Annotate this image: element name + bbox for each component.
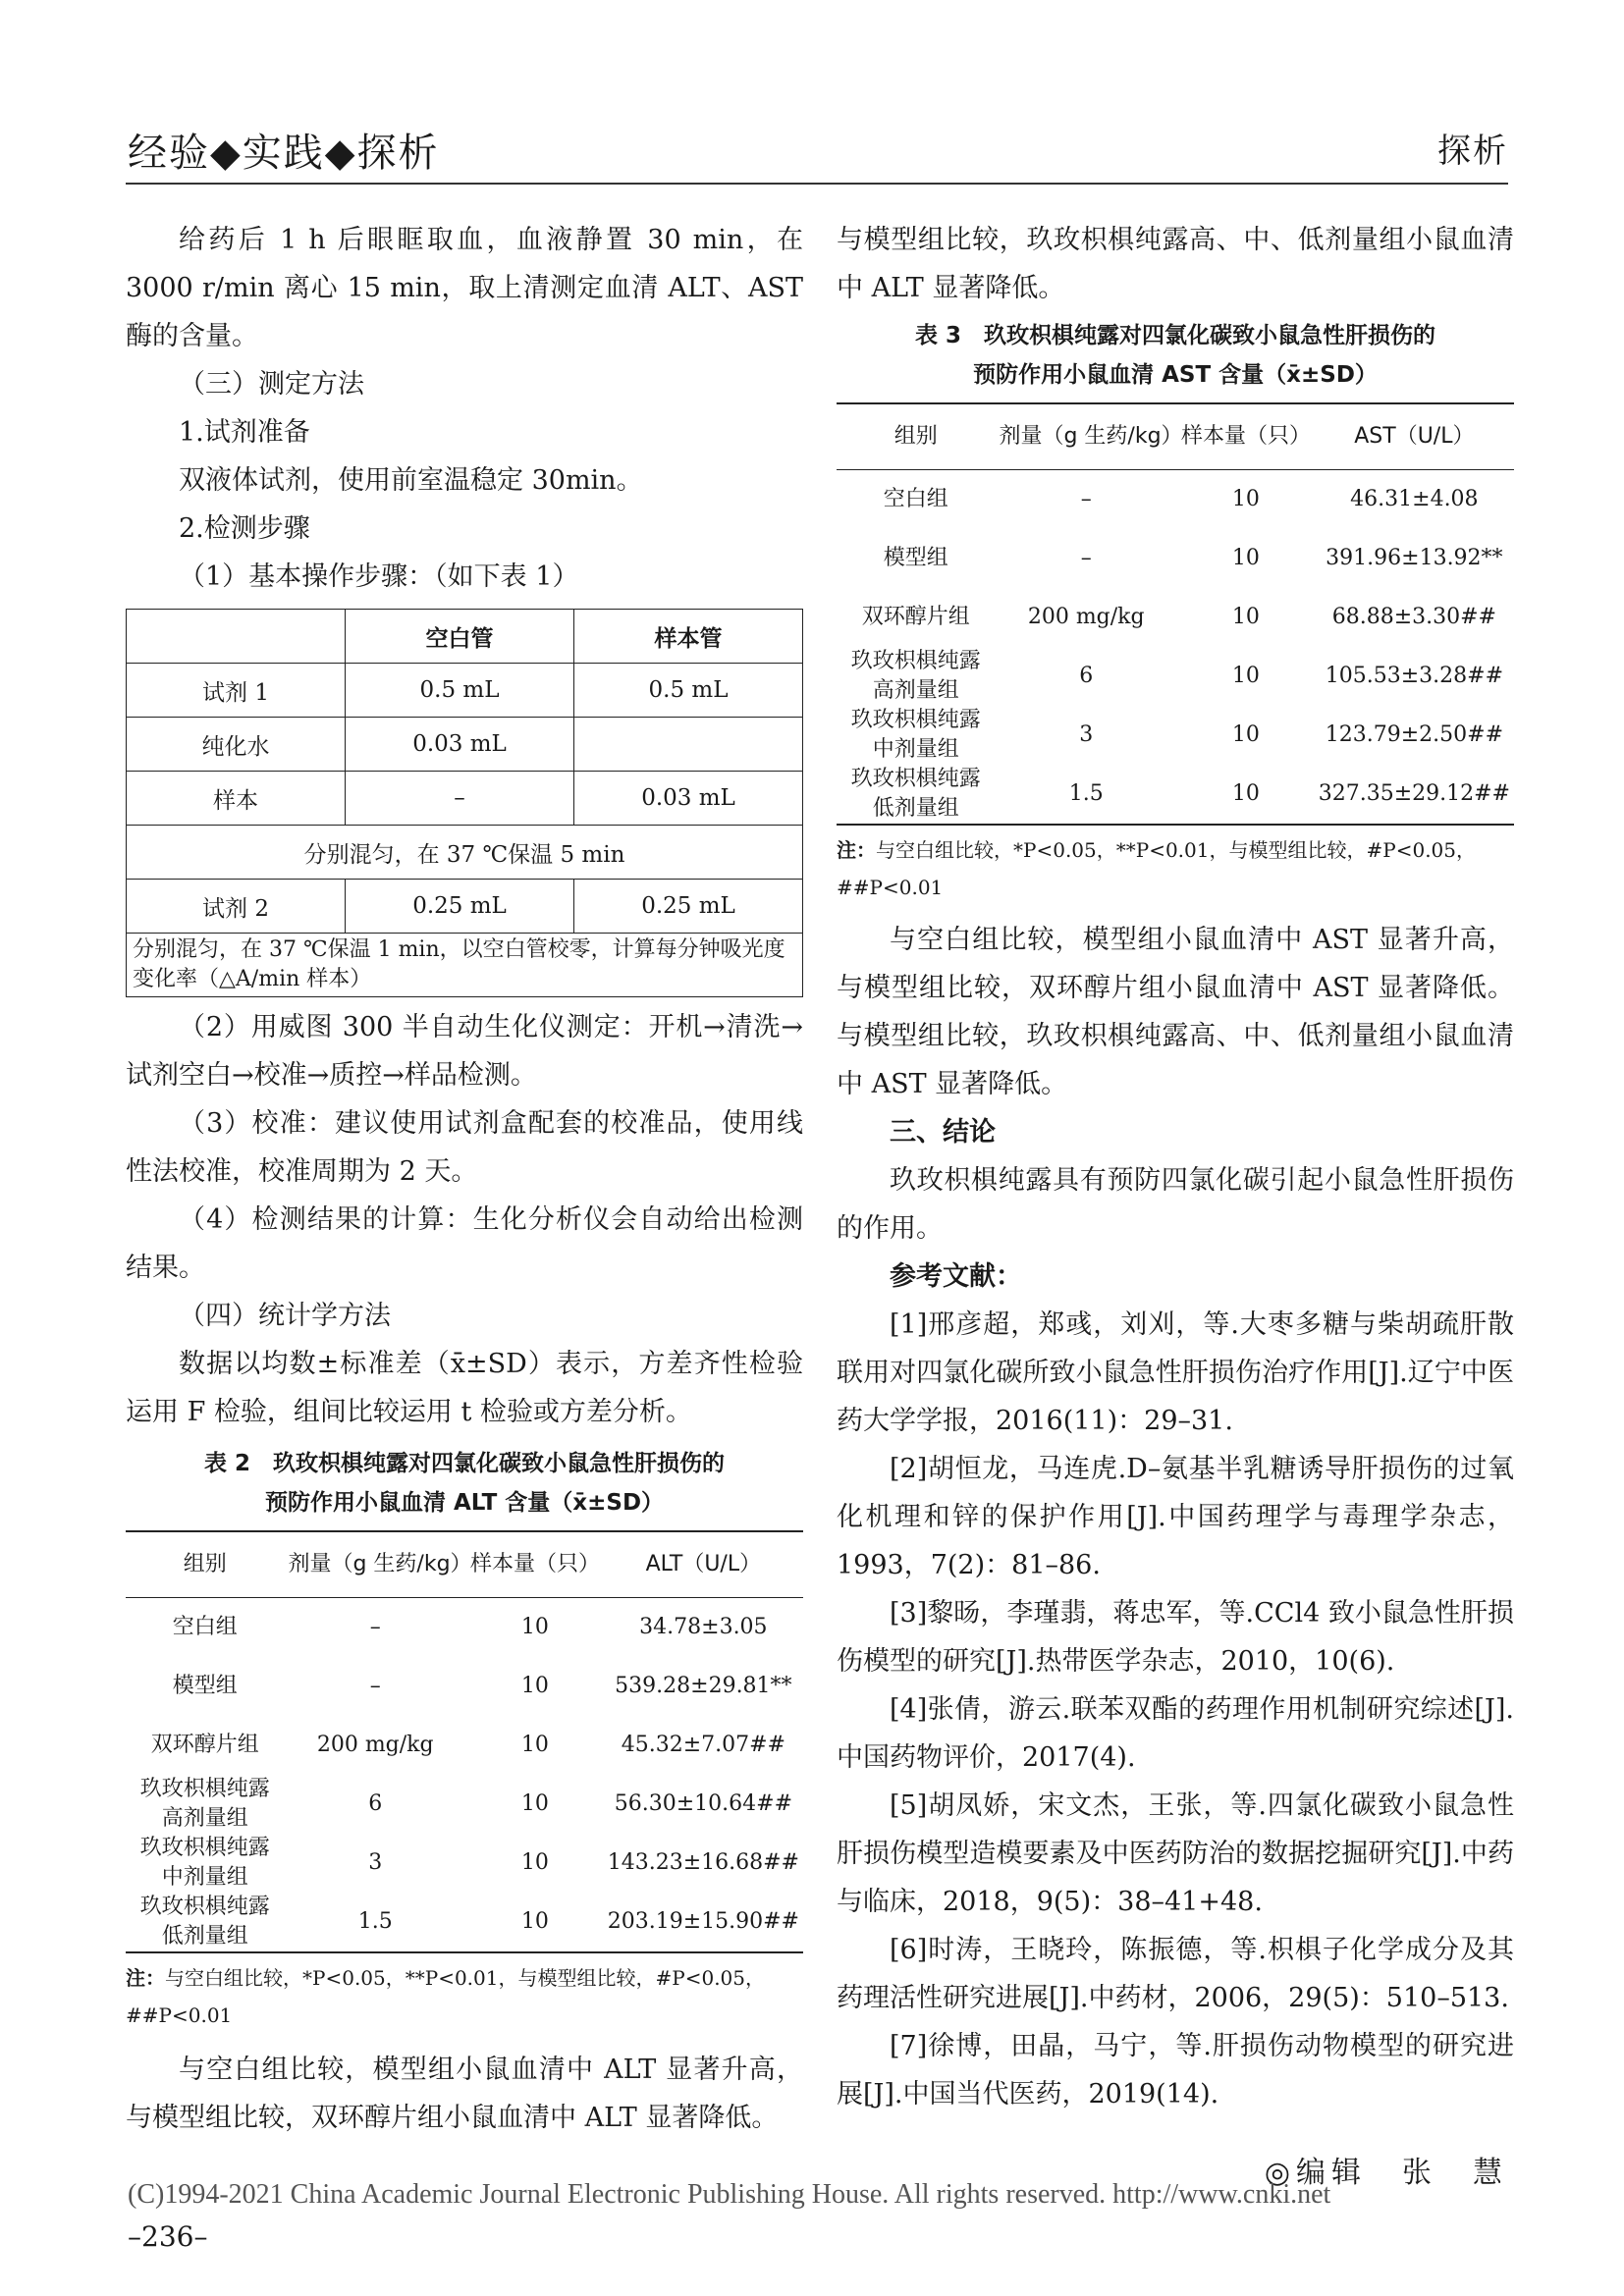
note-label: 注：	[126, 1966, 165, 1990]
table-body	[126, 1598, 803, 1953]
section-heading-statistics: （四）统计学方法	[179, 1301, 391, 1331]
table2-caption-line2: 预防作用小鼠血清 ALT 含量（x̄±SD）	[264, 1490, 665, 1516]
table-header: 组别	[837, 403, 995, 470]
table-header-row	[126, 1531, 803, 1598]
table-cell: –	[1080, 487, 1092, 511]
table-cell: 10	[520, 1674, 549, 1698]
table-cell: 1.5	[284, 1893, 466, 1952]
table-cell: 0.03 mL	[573, 772, 802, 826]
table-cell: 0.5 mL	[346, 664, 574, 718]
table-cell: 10	[1231, 546, 1260, 570]
table-row	[127, 718, 803, 772]
table-cell: 34.78±3.05	[639, 1615, 768, 1639]
table-row	[126, 1716, 803, 1775]
table-header-row	[837, 403, 1514, 470]
table-cell: –	[1080, 546, 1092, 570]
table-header: 样本管	[573, 610, 802, 664]
table3-caption-line1: 表 3 玖玫枳椇纯露对四氯化碳致小鼠急性肝损伤的	[914, 323, 1435, 348]
table-row	[127, 664, 803, 718]
copyright-watermark: (C)1994-2021 China Academic Journal Electronic Publishing House. All rights reserved. http://www.cnki.net	[128, 2179, 1331, 2210]
alt-results-table	[126, 1530, 803, 1953]
table-header: AST（U/L）	[1315, 403, 1514, 470]
table-cell: 玖玫枳椇纯露 低剂量组	[126, 1893, 284, 1952]
table-cell: 玖玫枳椇纯露 高剂量组	[850, 649, 981, 703]
reference-item: [6]时涛，王晓玲，陈振德，等.枳椇子化学成分及其药理活性研究进展[J].中药材，2006，29(5)：510–513.	[837, 1935, 1514, 2013]
table-cell: 10	[1231, 664, 1260, 688]
table-cell: 样本	[127, 772, 346, 826]
table-cell: 10	[520, 1850, 549, 1875]
ast-results-table	[837, 402, 1514, 826]
table-cell: 试剂 2	[127, 880, 346, 934]
paragraph-step-1: （1）基本操作步骤：（如下表 1）	[179, 561, 579, 592]
table-cell: 0.5 mL	[573, 664, 802, 718]
page-number: –236–	[128, 2220, 208, 2253]
section-label: 探析	[1437, 132, 1508, 171]
table-row	[837, 647, 1514, 706]
table-cell	[573, 718, 802, 772]
paragraph-step-2: （2）用威图 300 半自动生化仪测定：开机→清洗→试剂空白→校准→质控→样品检测。	[126, 1012, 803, 1091]
table-row	[837, 706, 1514, 765]
table-cell: 46.31±4.08	[1350, 487, 1479, 511]
paragraph-alt-result-cont: 与模型组比较，玖玫枳椇纯露高、中、低剂量组小鼠血清中 ALT 显著降低。	[837, 225, 1514, 303]
table-row	[126, 1775, 803, 1834]
table-cell: 143.23±16.68##	[607, 1850, 799, 1875]
header-divider	[126, 183, 1508, 185]
section-heading-method: （三）测定方法	[179, 369, 364, 400]
table-cell: 3	[368, 1850, 383, 1875]
table-cell: 123.79±2.50##	[1325, 722, 1503, 747]
table2-note	[126, 1959, 803, 2034]
table-header: 样本量（只）	[1177, 403, 1315, 470]
table-cell: –	[346, 772, 574, 826]
subheading-steps: 2.检测步骤	[179, 513, 310, 544]
table-header: 剂量（g 生药/kg）	[995, 403, 1177, 470]
table-cell: –	[369, 1615, 381, 1639]
table-cell: 模型组	[172, 1674, 238, 1698]
table-row	[126, 1834, 803, 1893]
table-row	[127, 934, 803, 997]
table-cell: 10	[1231, 722, 1260, 747]
paragraph-blood-collection: 给药后 1 h 后眼眶取血，血液静置 30 min，在 3000 r/min 离心 15 min，取上清测定血清 ALT、AST 酶的含量。	[126, 225, 803, 351]
reference-list	[837, 1301, 1514, 2118]
reference-item: [3]黎旸，李瑾翡，蒋忠军，等.CCl4 致小鼠急性肝损伤模型的研究[J].热带医学杂志，2010，10(6).	[837, 1598, 1514, 1677]
table-header: 剂量（g 生药/kg）	[284, 1531, 466, 1598]
paragraph-ast-result: 与空白组比较，模型组小鼠血清中 AST 显著升高，与模型组比较，双环醇片组小鼠血清中 AST 显著降低。与模型组比较，玖玫枳椇纯露高、中、低剂量组小鼠血清中 AST 显著降低。	[837, 925, 1514, 1099]
table-cell: 空白组	[172, 1615, 238, 1639]
table-cell: 0.25 mL	[573, 880, 802, 934]
table-cell: 模型组	[883, 546, 948, 570]
paragraph-statistics: 数据以均数±标准差（x̄±SD）表示，方差齐性检验运用 F 检验，组间比较运用 t 检验或方差分析。	[126, 1349, 803, 1427]
table-row	[837, 588, 1514, 647]
table-row	[127, 826, 803, 880]
table-cell: 6	[1079, 664, 1094, 688]
references-heading: 参考文献：	[890, 1261, 1022, 1292]
reference-item: [5]胡凤娇，宋文杰，王张，等.四氯化碳致小鼠急性肝损伤模型造模要素及中医药防治的数据挖掘研究[J].中药与临床，2018，9(5)：38–41+48.	[837, 1790, 1514, 1917]
table-cell: 6	[368, 1791, 383, 1816]
table-row	[127, 880, 803, 934]
table-cell: 10	[520, 1615, 549, 1639]
table-body	[837, 470, 1514, 826]
table-cell: 玖玫枳椇纯露 中剂量组	[850, 708, 981, 762]
table-cell: 10	[520, 1733, 549, 1757]
paragraph-conclusion: 玖玫枳椇纯露具有预防四氯化碳引起小鼠急性肝损伤的作用。	[837, 1165, 1514, 1244]
table-cell: 玖玫枳椇纯露 中剂量组	[139, 1836, 270, 1890]
table-note: 分别混匀，在 37 ℃保温 1 min，以空白管校零，计算每分钟吸光度变化率（△A/min 样本）	[127, 934, 803, 997]
table-header: 样本量（只）	[466, 1531, 604, 1598]
table-row	[127, 772, 803, 826]
table-cell: 空白组	[883, 487, 948, 511]
subheading-reagent: 1.试剂准备	[179, 417, 310, 448]
table-cell: 56.30±10.64##	[614, 1791, 792, 1816]
table2-caption-line1: 表 2 玖玫枳椇纯露对四氯化碳致小鼠急性肝损伤的	[203, 1451, 725, 1476]
table-cell: 327.35±29.12##	[1315, 765, 1514, 825]
table-cell: 玖玫枳椇纯露 低剂量组	[837, 765, 995, 825]
table-cell: 200 mg/kg	[1027, 605, 1145, 629]
table-cell: 0.25 mL	[346, 880, 574, 934]
table-cell: 双环醇片组	[861, 605, 970, 629]
reference-item: [2]胡恒龙，马连虎.D–氨基半乳糖诱导肝损伤的过氧化机理和锌的保护作用[J].中国药理学与毒理学杂志，1993，7(2)：81–86.	[837, 1454, 1514, 1580]
table-cell: –	[369, 1674, 381, 1698]
procedure-table	[126, 609, 803, 997]
table-cell: 10	[1231, 487, 1260, 511]
table-cell: 试剂 1	[127, 664, 346, 718]
table-row	[837, 529, 1514, 588]
table-cell: 10	[1231, 605, 1260, 629]
paragraph-step-3: （3）校准：建议使用试剂盒配套的校准品，使用线性法校准，校准周期为 2 天。	[126, 1108, 803, 1187]
left-column	[126, 216, 803, 2142]
table-cell: 105.53±3.28##	[1325, 664, 1503, 688]
table-row	[127, 610, 803, 664]
table-cell: 玖玫枳椇纯露 高剂量组	[139, 1777, 270, 1831]
table-row	[126, 1598, 803, 1658]
section-heading-conclusion: 三、结论	[890, 1117, 996, 1148]
table-cell: 双环醇片组	[150, 1733, 259, 1757]
paragraph-alt-result: 与空白组比较，模型组小鼠血清中 ALT 显著升高，与模型组比较，双环醇片组小鼠血清中 ALT 显著降低。	[126, 2055, 803, 2133]
note-text: 与空白组比较，*P<0.05，**P<0.01，与模型组比较，#P<0.05，##P<0.01	[126, 1966, 765, 2027]
table-cell: 45.32±7.07##	[621, 1733, 785, 1757]
table-cell: 纯化水	[127, 718, 346, 772]
table-header: ALT（U/L）	[604, 1531, 803, 1598]
note-label: 注：	[837, 838, 876, 862]
right-column	[837, 216, 1514, 2118]
table-row	[837, 470, 1514, 530]
table-header: 空白管	[346, 610, 574, 664]
journal-section-title: 经验◆实践◆探析	[128, 131, 440, 176]
table-row	[126, 1657, 803, 1716]
table-cell: 200 mg/kg	[316, 1733, 434, 1757]
table-cell: 391.96±13.92**	[1326, 546, 1503, 570]
editor-credit: ◎编辑 张 慧	[1264, 2156, 1508, 2190]
paragraph-reagent: 双液体试剂，使用前室温稳定 30min。	[179, 465, 643, 496]
table-cell: 1.5	[995, 765, 1177, 825]
table-row	[837, 765, 1514, 825]
reference-item: [1]邢彦超，郑彧，刘刈，等.大枣多糖与柴胡疏肝散联用对四氯化碳所致小鼠急性肝损伤治疗作用[J].辽宁中医药大学学报，2016(11)：29–31.	[837, 1309, 1514, 1436]
reference-item: [7]徐博，田晶，马宁，等.肝损伤动物模型的研究进展[J].中国当代医药，2019(14).	[837, 2031, 1514, 2109]
table3-caption-line2: 预防作用小鼠血清 AST 含量（x̄±SD）	[973, 362, 1378, 388]
table-cell: 68.88±3.30##	[1331, 605, 1496, 629]
table-cell: 0.03 mL	[346, 718, 574, 772]
table-cell: 3	[1079, 722, 1094, 747]
table-header: 组别	[126, 1531, 284, 1598]
paragraph-step-4: （4）检测结果的计算：生化分析仪会自动给出检测结果。	[126, 1204, 803, 1283]
table-cell: 10	[466, 1893, 604, 1952]
table-cell: 203.19±15.90##	[604, 1893, 803, 1952]
table3-note	[837, 831, 1514, 906]
table-cell: 10	[520, 1791, 549, 1816]
reference-item: [4]张倩，游云.联苯双酯的药理作用机制研究综述[J].中国药物评价，2017(4).	[837, 1694, 1514, 1773]
note-text: 与空白组比较，*P<0.05，**P<0.01，与模型组比较，#P<0.05，##P<0.01	[837, 838, 1476, 899]
table-cell: 10	[1177, 765, 1315, 825]
table-row	[126, 1893, 803, 1952]
table-merged-cell: 分别混匀，在 37 ℃保温 5 min	[127, 826, 803, 880]
table-cell: 539.28±29.81**	[615, 1674, 792, 1698]
